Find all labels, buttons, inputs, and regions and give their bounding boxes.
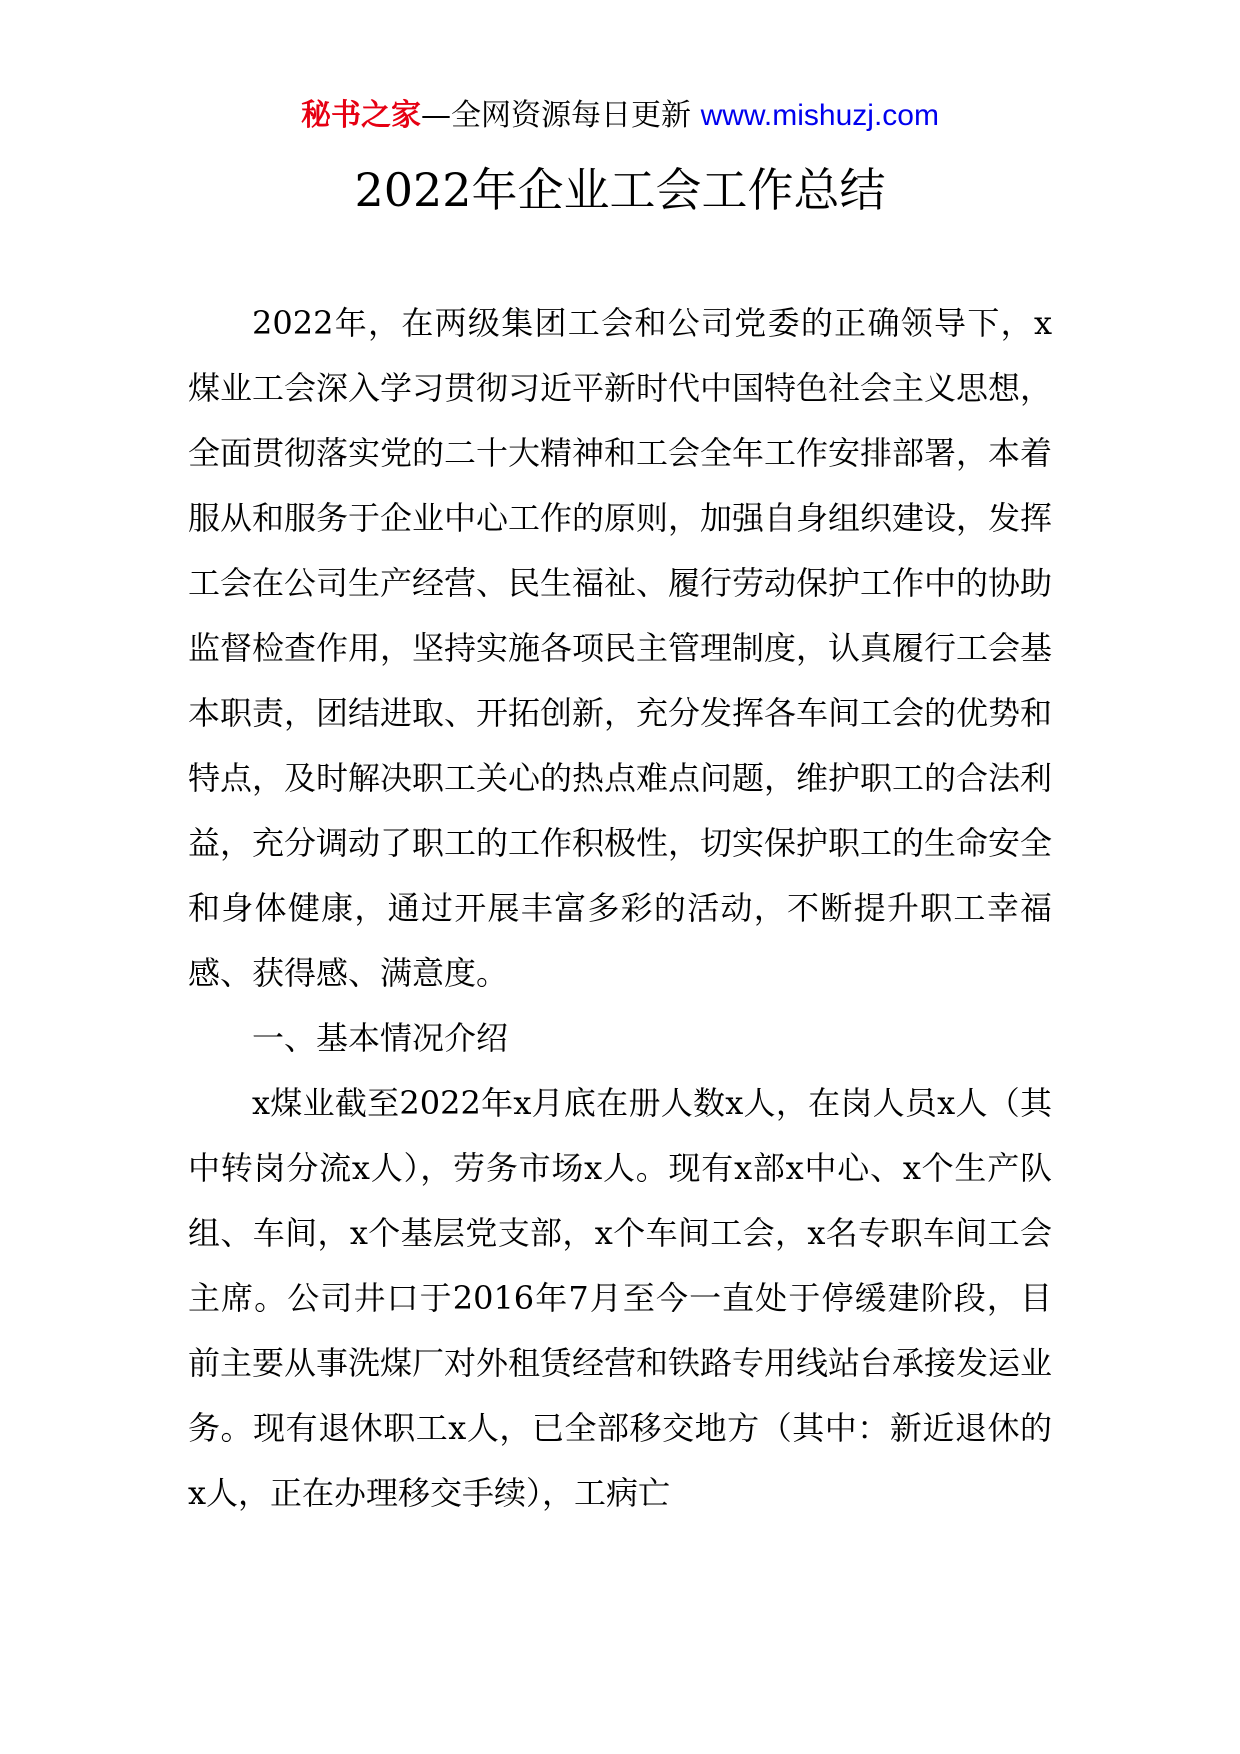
intro-paragraph: 2022年，在两级集团工会和公司党委的正确领导下，x煤业工会深入学习贯彻习近平新时代中国特色社会主义思想，全面贯彻落实党的二十大精神和工会全年工作安排部署，本着服从和服务于企业中心工作的原则，加强自身组织建设，发挥工会在公司生产经营、民生福祉、履行劳动保护工作中的协助监督检查作用，坚持实施各项民主管理制度，认真履行工会基本职责，团结进取、开拓创新，充分发挥各车间工会的优势和特点，及时解决职工关心的热点难点问题，维护职工的合法利益，充分调动了职工的工作积极性，切实保护职工的生命安全和身体健康，通过开展丰富多彩的活动，不断提升职工幸福感、获得感、满意度。 (188, 304, 1053, 992)
header-tagline: —全网资源每日更新 (421, 98, 701, 133)
document-title: 2022年企业工会工作总结 (354, 163, 886, 217)
brand-name: 秘书之家 (301, 98, 422, 133)
section-heading: 一、基本情况介绍 (252, 1019, 509, 1057)
document-body (188, 291, 1052, 1526)
section-paragraph: x煤业截至2022年x月底在册人数x人，在岗人员x人（其中转岗分流x人），劳务市场x人。现有x部x中心、x个生产队组、车间，x个基层党支部，x个车间工会，x名专职车间工会主席。公司井口于2016年7月至今一直处于停缓建阶段，目前主要从事洗煤厂对外租赁经营和铁路专用线站台承接发运业务。现有退休职工x人，已全部移交地方（其中：新近退休的x人，正在办理移交手续），工病亡 (188, 1084, 1053, 1512)
site-header (0, 96, 1240, 136)
site-url-link[interactable]: www.mishuzj.com (700, 99, 939, 132)
